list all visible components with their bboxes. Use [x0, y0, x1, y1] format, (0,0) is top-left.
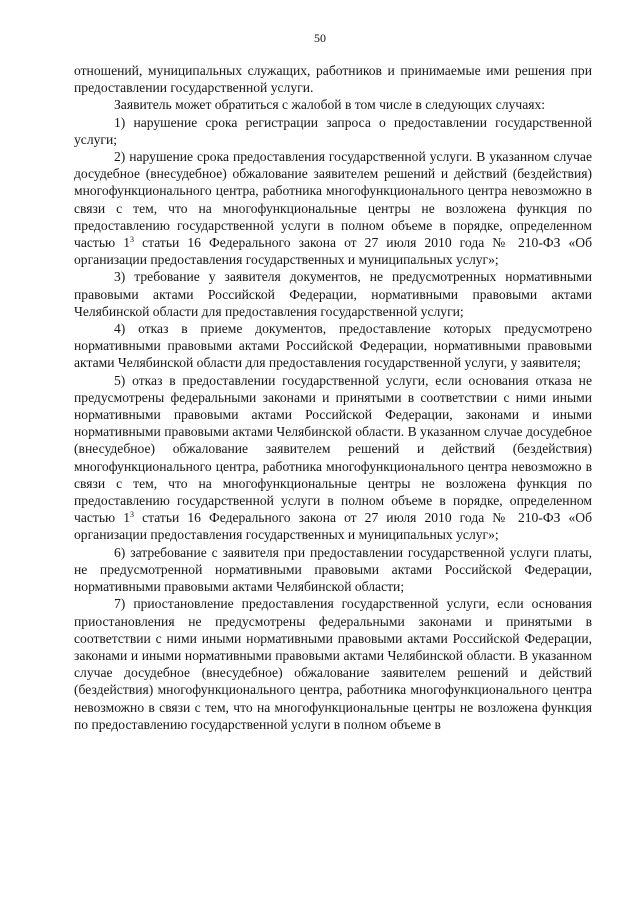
list-item-7: [74, 595, 592, 733]
list-item-6: [74, 544, 592, 596]
page-number: 50: [314, 31, 326, 45]
list-item-1: [74, 114, 592, 148]
paragraph-text: 5) отказ в предоставлении государственной услуги, если основания отказа не предусмотрены федеральными законами и принятыми в соответствии с ними иными нормативными правовыми актами Российской Федерации, законами и иными нормативными правовыми актами Челябинской области. В указанном случае досудебное (внесудебное) обжалование заявителем решений и действий (бездействия) многофункционального центра, работника многофункционального центра невозможно в связи с тем, что на многофункциональные центры не возложена функция по предоставлению государственной услуги в полном объеме в порядке, определенном частью 1: [74, 372, 592, 526]
paragraph-text: Заявитель может обратиться с жалобой в том числе в следующих случаях:: [114, 97, 546, 113]
list-item-3: [74, 268, 592, 320]
paragraph-text: 7) приостановление предоставления государственной услуги, если основания приостановления не предусмотрены федеральными законами и принятыми в соответствии с ними иными нормативными правовыми актами Российской Федерации, законами и иными нормативными правовыми актами Челябинской области. В указанном случае досудебное (внесудебное) обжалование заявителем решений и действий (бездействия) многофункционального центра, работника многофункционального центра невозможно в связи с тем, что на многофункциональные центры не возложена функция по предоставлению государственной услуги в полном объеме в: [74, 596, 592, 732]
paragraph-continuation: [74, 62, 592, 96]
paragraph-text: 4) отказ в приеме документов, предоставление которых предусмотрено нормативными правовыми актами Российской Федерации, нормативными правовыми актами Челябинской области для предоставления государственной услуги, у заявителя;: [74, 321, 592, 371]
superscript: 3: [130, 510, 135, 520]
paragraph-text: 6) затребование с заявителя при предоставлении государственной услуги платы, не предусмотренной нормативными правовыми актами Российской Федерации, нормативными правовыми актами Челябинской области;: [74, 544, 592, 595]
superscript: 3: [130, 235, 135, 245]
paragraph-intro: [74, 96, 592, 113]
paragraph-text: 1) нарушение срока регистрации запроса о предоставлении государственной услуги;: [74, 114, 592, 147]
list-item-5: [74, 372, 592, 544]
paragraph-text: 3) требование у заявителя документов, не предусмотренных нормативными правовыми актами Российской Федерации, нормативными правовыми актами Челябинской области для предоставления государственной услуги;: [74, 269, 592, 319]
list-item-4: [74, 320, 592, 372]
paragraph-text: 2) нарушение срока предоставления государственной услуги. В указанном случае досудебное (внесудебное) обжалование заявителем решений и действий (бездействия) многофункционального центра, работника многофункционального центра невозможно в связи с тем, что на многофункциональные центры не возложена функция по предоставлению государственной услуги в полном объеме в порядке, определенном частью 1: [74, 149, 592, 251]
paragraph-text-tail: статьи 16 Федерального закона от 27 июля 2010 года № 210-ФЗ «Об организации предоставления государственных и муниципальных услуг»;: [74, 235, 592, 268]
list-item-2: [74, 148, 592, 268]
body-text: [74, 62, 592, 733]
paragraph-text-tail: статьи 16 Федерального закона от 27 июля 2010 года № 210-ФЗ «Об организации предоставления государственных и муниципальных услуг»;: [74, 510, 592, 543]
paragraph-text: отношений, муниципальных служащих, работников и принимаемые ими решения при предоставлении государственной услуги.: [74, 63, 592, 96]
